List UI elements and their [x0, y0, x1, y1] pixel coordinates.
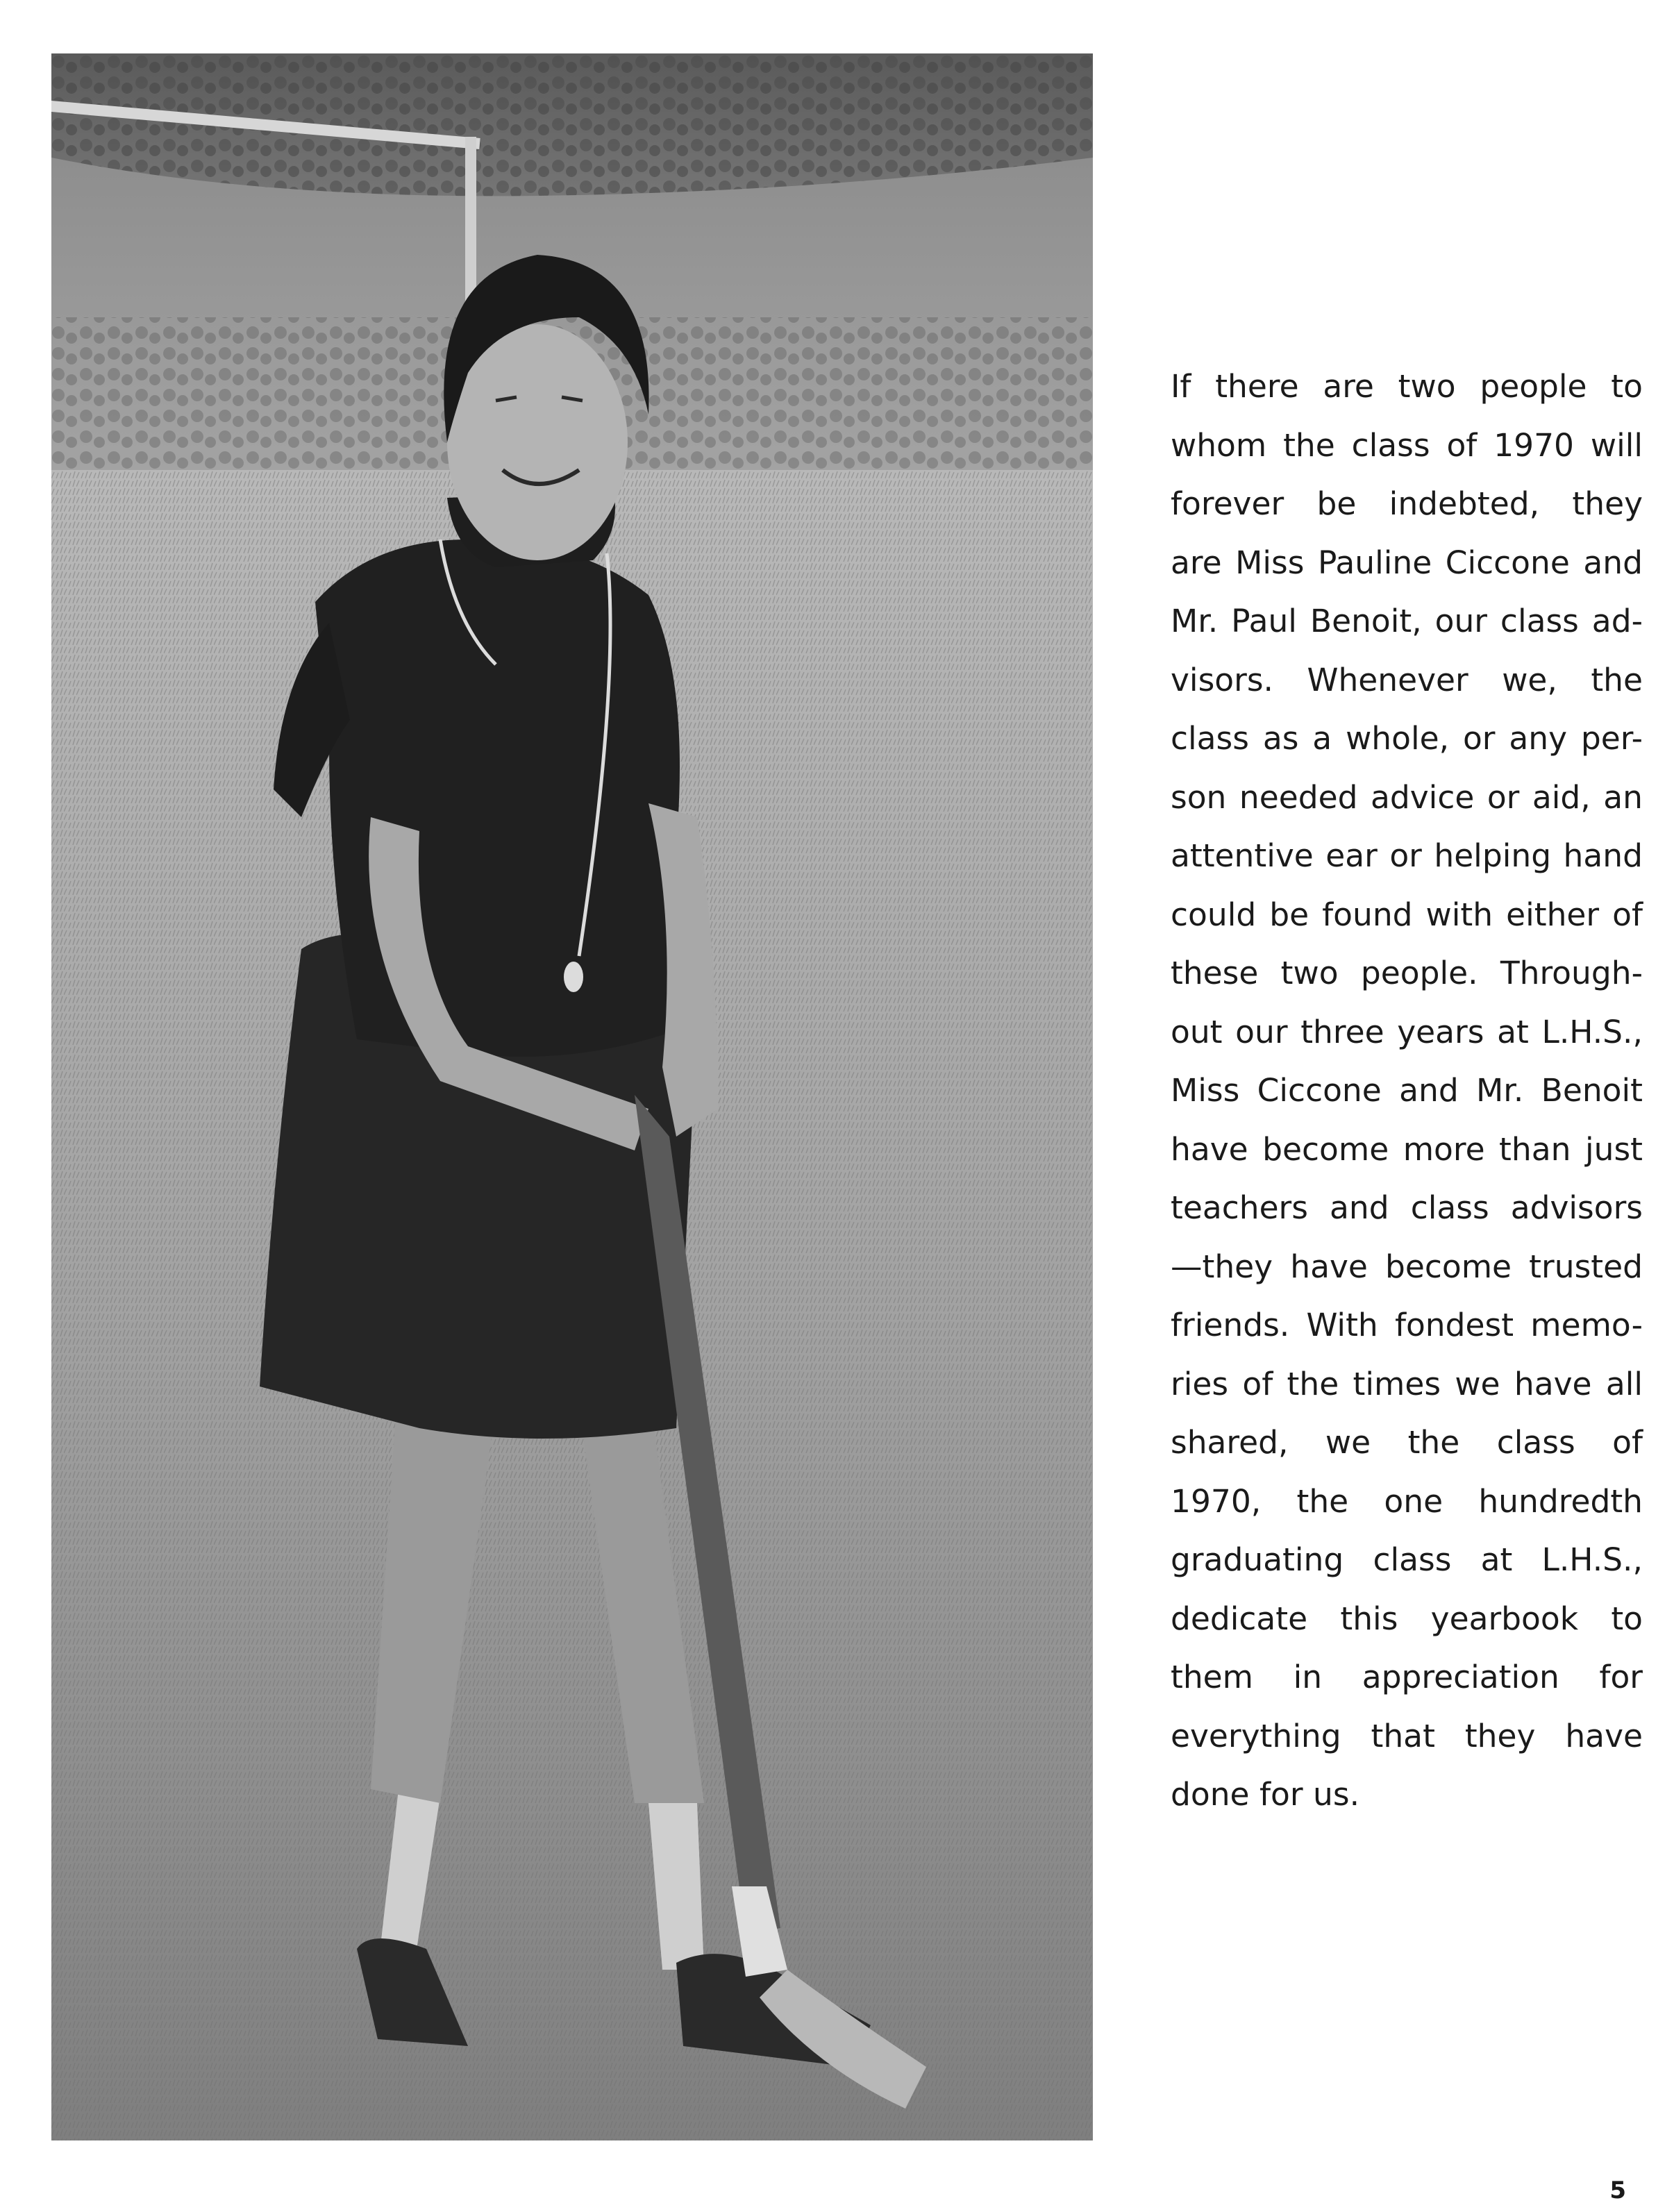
dedication-line: out our three years at L.H.S., — [1171, 1013, 1643, 1050]
dedication-line: If there are two people to — [1171, 368, 1643, 405]
dedication-line: son needed advice or aid, an — [1171, 778, 1643, 816]
dedication-line: them in appreciation for — [1171, 1659, 1643, 1695]
dedication-line: 1970, the one hundredth — [1171, 1482, 1643, 1520]
dedication-line: teachers and class advisors — [1171, 1189, 1643, 1226]
dedication-line: forever be indebted, they — [1171, 485, 1643, 522]
dedication-line: whom the class of 1970 will — [1171, 426, 1643, 464]
dedication-line: graduating class at L.H.S., — [1171, 1541, 1643, 1578]
page-number: 5 — [1609, 2177, 1626, 2204]
dedication-line: Miss Ciccone and Mr. Benoit — [1171, 1072, 1643, 1109]
dedication-line: class as a whole, or any per- — [1171, 720, 1643, 757]
dedication-line: shared, we the class of — [1171, 1424, 1643, 1461]
dedication-line: these two people. Through- — [1171, 955, 1643, 991]
advisor-photo — [51, 53, 1093, 2140]
dedication-line: attentive ear or helping hand — [1171, 837, 1643, 874]
dedication-line: —they have become trusted — [1171, 1248, 1643, 1285]
advisor-photo-image — [51, 53, 1093, 2140]
dedication-line: done for us. — [1171, 1776, 1360, 1813]
dedication-text — [1171, 358, 1643, 1825]
dedication-line: could be found with either of — [1171, 896, 1643, 933]
dedication-line: visors. Whenever we, the — [1171, 661, 1643, 698]
dedication-line: are Miss Pauline Ciccone and — [1171, 544, 1643, 581]
dedication-line: everything that they have — [1171, 1717, 1643, 1754]
dedication-line: Mr. Paul Benoit, our class ad- — [1171, 603, 1643, 639]
dedication-line: ries of the times we have all — [1171, 1365, 1643, 1402]
dedication-line: friends. With fondest memo- — [1171, 1307, 1643, 1343]
dedication-line: dedicate this yearbook to — [1171, 1600, 1643, 1637]
dedication-line: have become more than just — [1171, 1130, 1643, 1168]
